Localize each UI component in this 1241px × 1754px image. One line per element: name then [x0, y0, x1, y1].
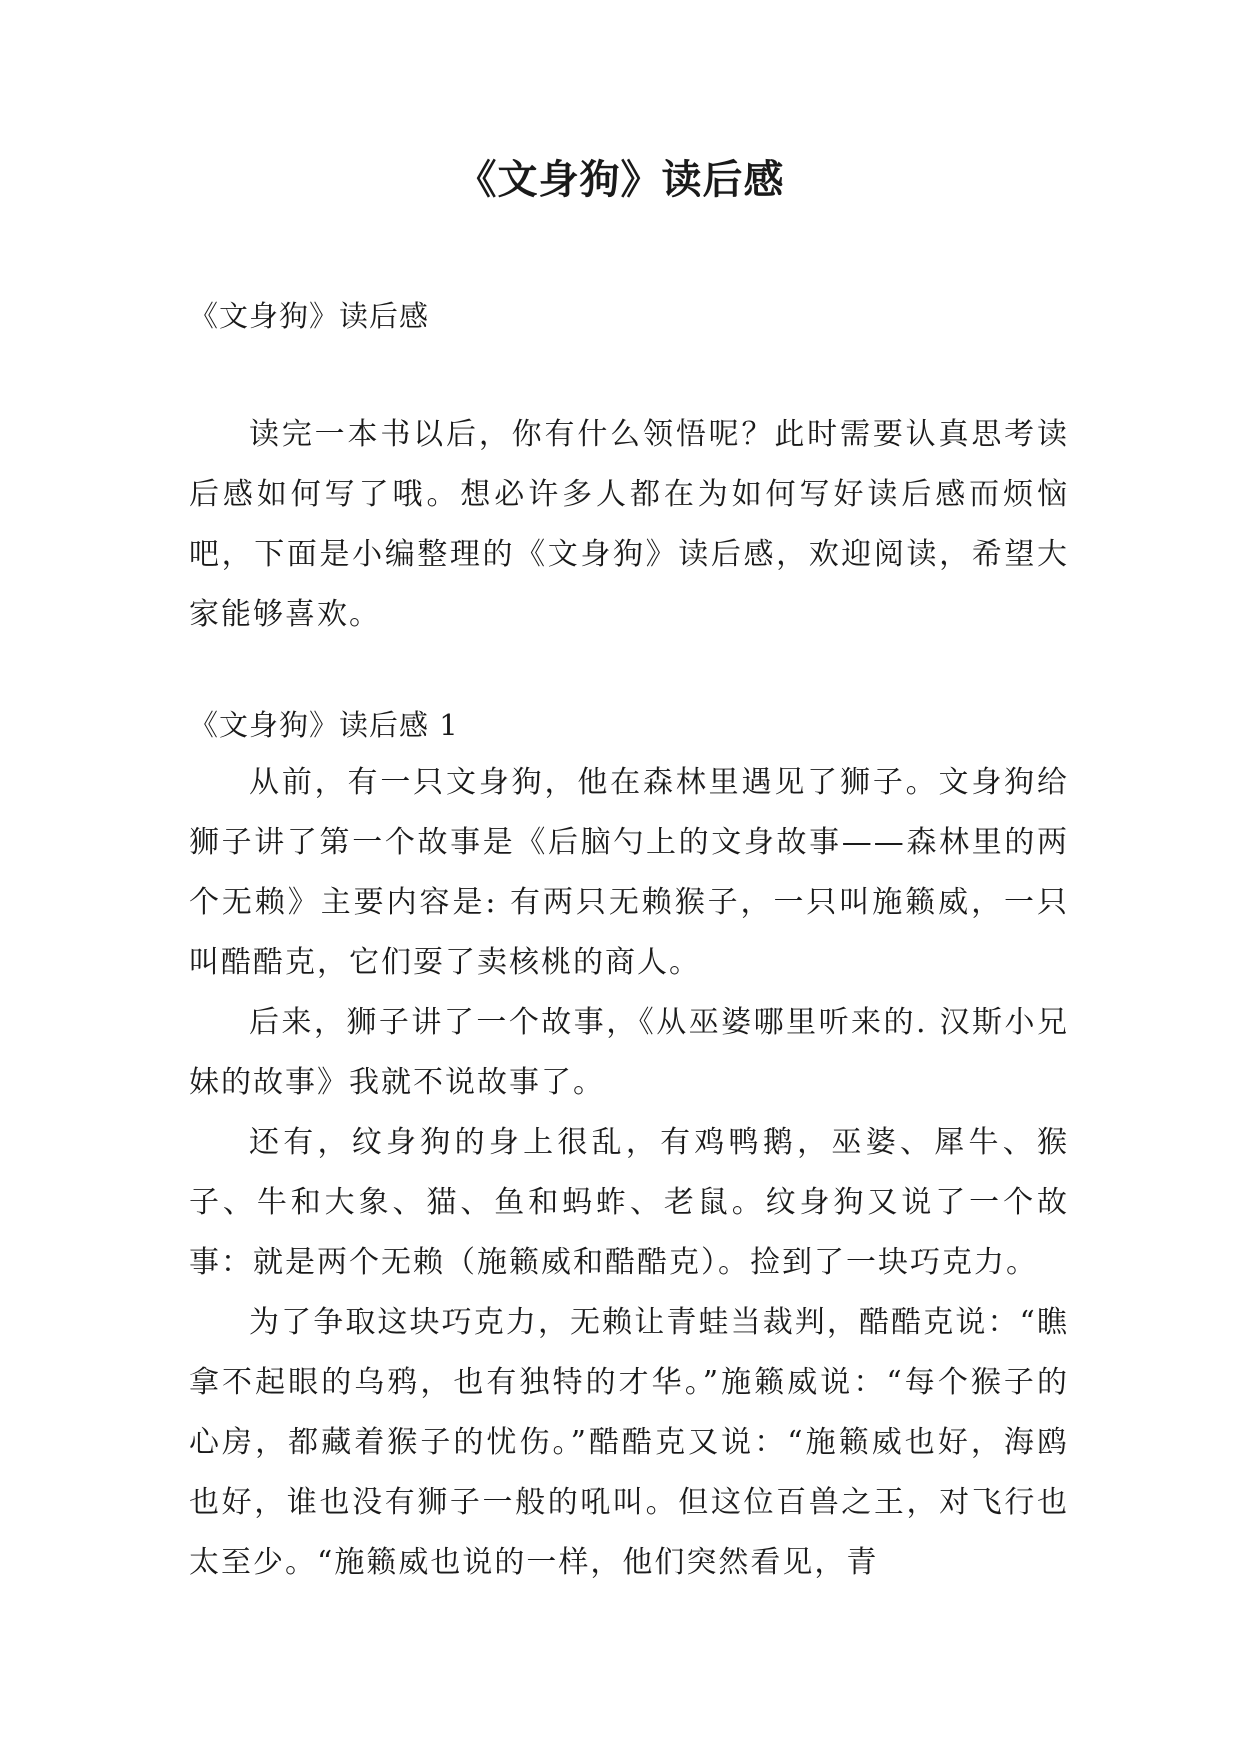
intro-paragraph: 读完一本书以后，你有什么领悟呢？此时需要认真思考读后感如何写了哦。想必许多人都在为如何写好读后感而烦恼吧，下面是小编整理的《文身狗》读后感，欢迎阅读，希望大家能够喜欢。: [189, 417, 1069, 632]
intro-block: [189, 405, 1069, 645]
body-paragraph: 为了争取这块巧克力，无赖让青蛙当裁判，酷酷克说：“瞧拿不起眼的乌鸦，也有独特的才华。”施籁威说：“每个猴子的心房，都藏着猴子的忧伤。”酷酷克又说：“施籁威也好，海鸥也好，谁也没有狮子一般的吼叫。但这位百兽之王，对飞行也太至少。“施籁威也说的一样，他们突然看见，青: [189, 1305, 1069, 1580]
body-paragraph: 从前，有一只文身狗，他在森林里遇见了狮子。文身狗给狮子讲了第一个故事是《后脑勺上的文身故事——森林里的两个无赖》主要内容是: 有两只无赖猴子，一只叫施籁威，一只叫酷酷克，它们耍了卖核桃的商人。: [189, 765, 1069, 980]
section-heading: 《文身狗》读后感 1: [189, 708, 459, 742]
body-paragraph: 后来，狮子讲了一个故事，《从巫婆哪里听来的. 汉斯小兄妹的故事》我就不说故事了。: [189, 1005, 1069, 1100]
document-title: 《文身狗》读后感: [456, 157, 785, 203]
document-subtitle: 《文身狗》读后感: [189, 299, 430, 333]
body-paragraph: 还有，纹身狗的身上很乱，有鸡鸭鹅，巫婆、犀牛、猴子、牛和大象、猫、鱼和蚂蚱、老鼠。纹身狗又说了一个故事：就是两个无赖（施籁威和酷酷克）。捡到了一块巧克力。: [189, 1125, 1069, 1280]
section-body: [189, 753, 1069, 1593]
